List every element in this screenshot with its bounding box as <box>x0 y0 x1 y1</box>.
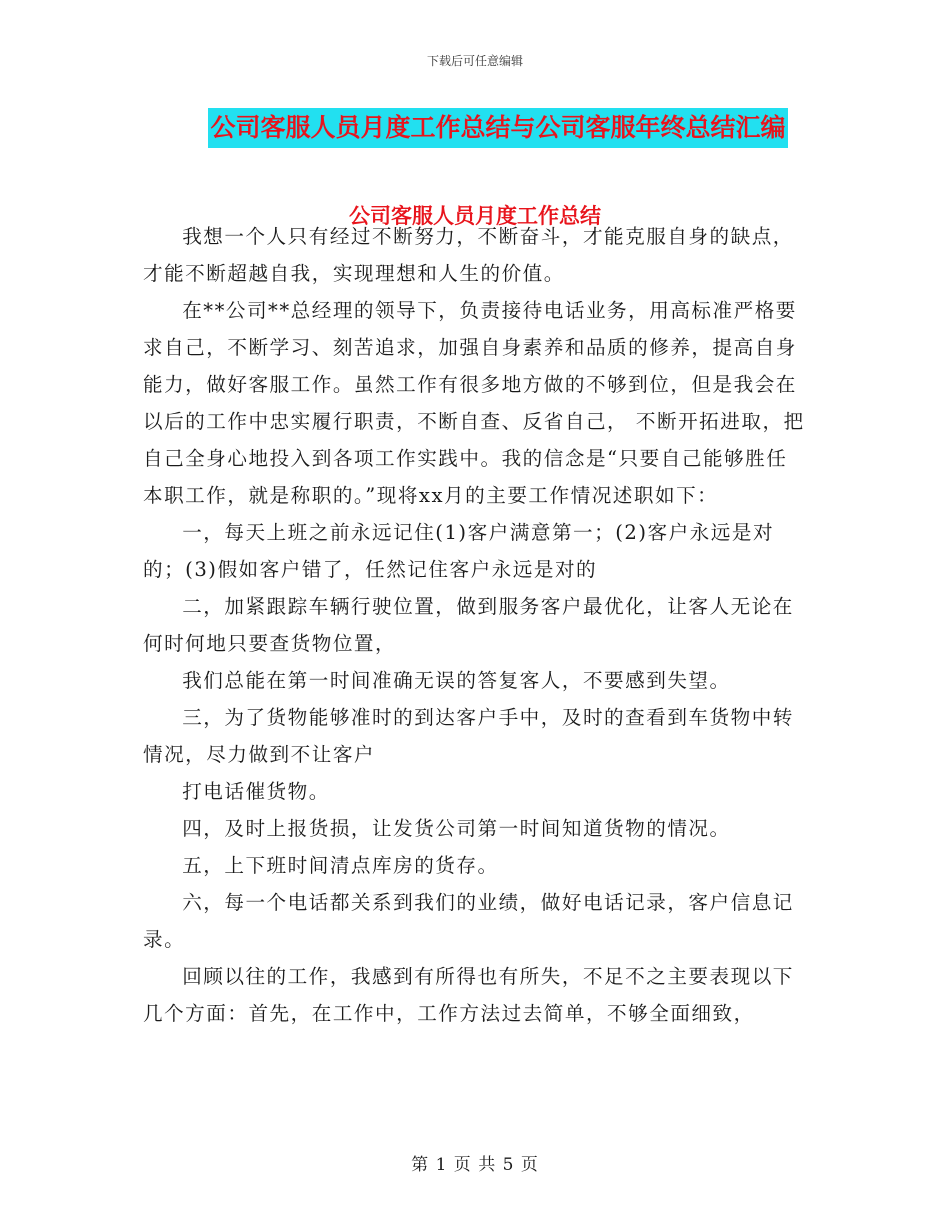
paragraph: 三，为了货物能够准时的到达客户手中，及时的查看到车货物中转情况，尽力做到不让客户 <box>143 706 794 766</box>
paragraph: 我们总能在第一时间准确无误的答复客人，不要感到失望。 <box>182 669 731 692</box>
paragraph: 一，每天上班之前永远记住(1)客户满意第一；(2)客户永远是对的；(3)假如客户错了，任然记住客户永远是对的 <box>143 521 775 581</box>
paragraph: 五，上下班时间清点库房的货存。 <box>182 854 499 877</box>
main-title-container <box>0 108 950 148</box>
main-title: 公司客服人员月度工作总结与公司客服年终总结汇编 <box>208 108 787 148</box>
document-body <box>143 218 807 1032</box>
paragraph: 我想一个人只有经过不断努力，不断奋斗，才能克服自身的缺点，才能不断超越自我，实现理想和人生的价值。 <box>143 225 794 285</box>
paragraph: 在**公司**总经理的领导下，负责接待电话业务，用高标准严格要求自己，不断学习、刻苦追求，加强自身素养和品质的修养，提高自身能力，做好客服工作。虽然工作有很多地方做的不够到位，但是我会在以后的工作中忠实履行职责，不断自查、反省自己， 不断开拓进取，把自己全身心地投入到各项工作实践中。我的信念是“只要自己能够胜任本职工作，就是称职的。”现将xx月的主要工作情况述职如下： <box>143 299 805 507</box>
page-footer: 第 1 页 共 5 页 <box>411 1155 539 1175</box>
paragraph: 六，每一个电话都关系到我们的业绩，做好电话记录，客户信息记录。 <box>143 891 794 951</box>
section-title: 公司客服人员月度工作总结 <box>349 204 601 228</box>
header-note: 下载后可任意编辑 <box>426 54 523 68</box>
paragraph: 二，加紧跟踪车辆行驶位置，做到服务客户最优化，让客人无论在何时何地只要查货物位置， <box>143 595 794 655</box>
paragraph: 四，及时上报货损，让发货公司第一时间知道货物的情况。 <box>182 817 731 840</box>
paragraph: 打电话催货物。 <box>182 780 330 803</box>
paragraph: 回顾以往的工作，我感到有所得也有所失，不足不之主要表现以下几个方面：首先，在工作中，工作方法过去简单，不够全面细致， <box>143 965 794 1025</box>
